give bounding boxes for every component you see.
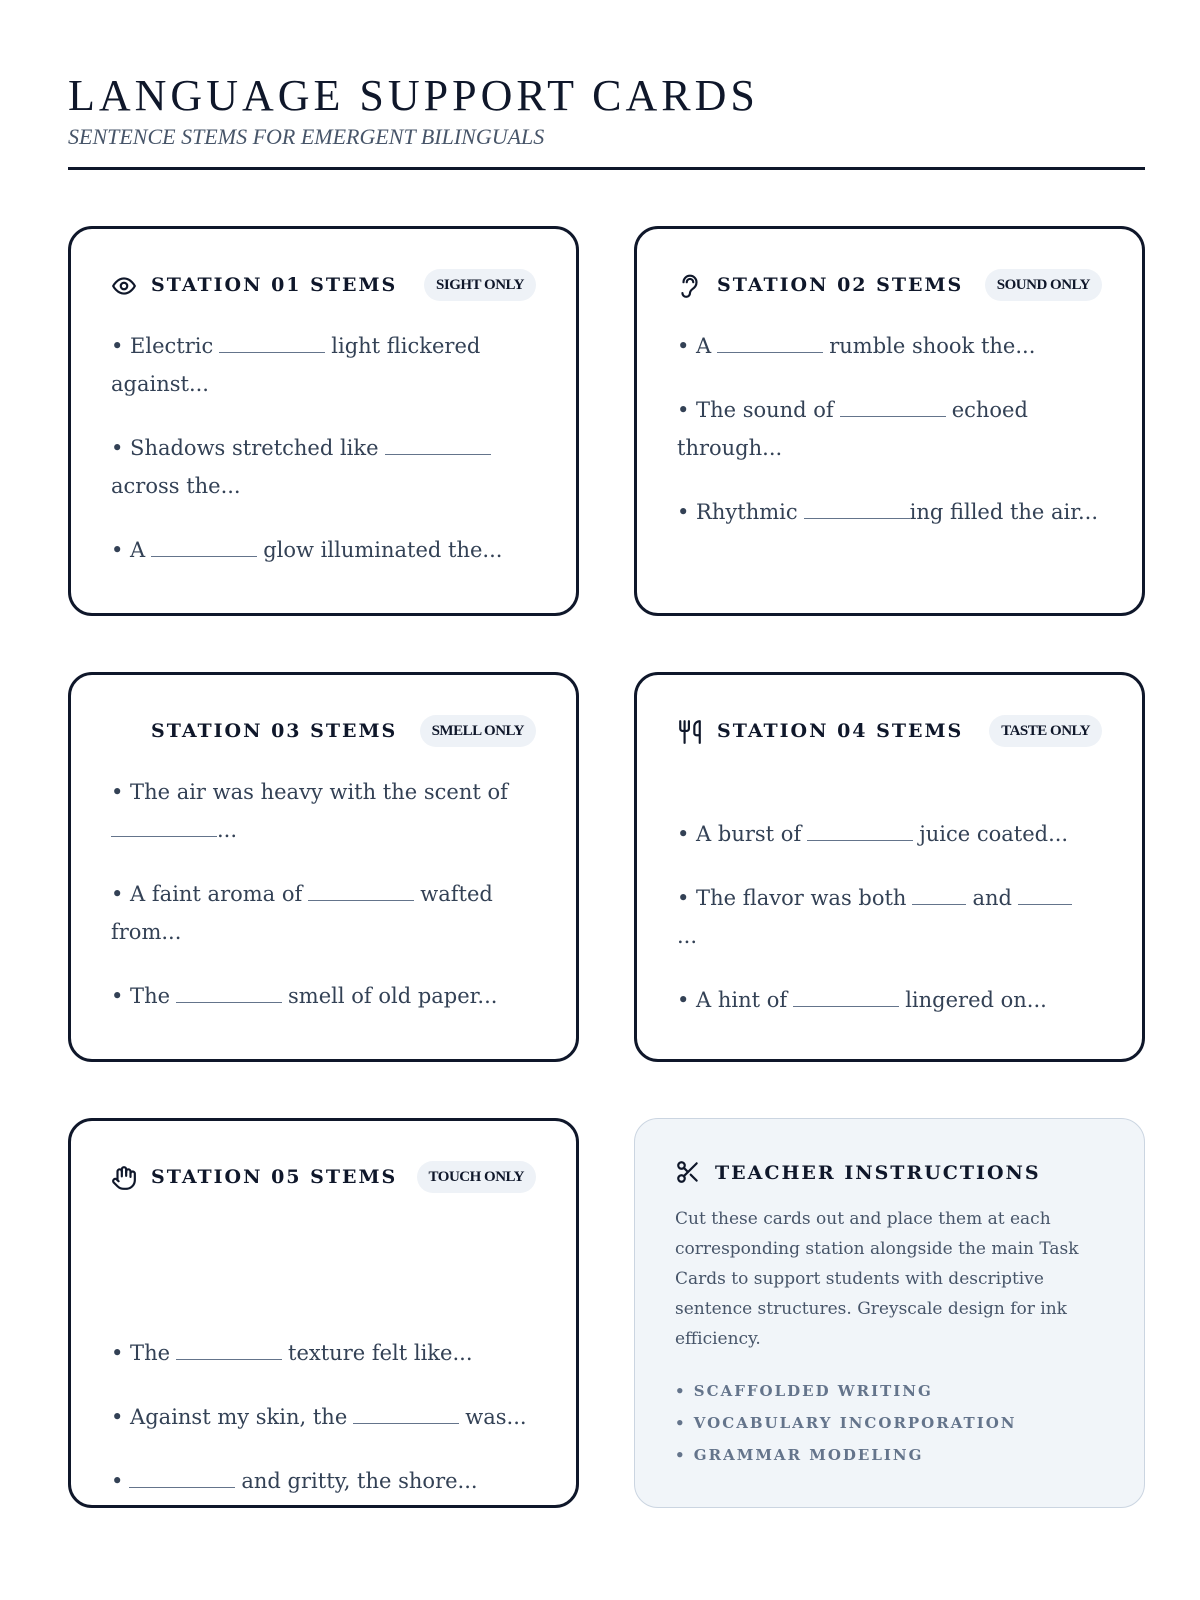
scissors-icon <box>675 1159 701 1185</box>
fill-in-blank[interactable] <box>308 899 414 901</box>
instructions-text: Cut these cards out and place them at each corresponding station alongside the main Task Cards to support students with descriptive sentence structures. Greyscale design for ink efficiency. <box>675 1209 1079 1349</box>
card-header <box>677 715 1102 747</box>
stem-list <box>111 1334 538 1526</box>
fill-in-blank[interactable] <box>111 835 217 837</box>
utensils-icon <box>677 719 703 745</box>
sense-badge: TASTE ONLY <box>989 715 1102 747</box>
stem-list <box>111 773 538 1041</box>
fill-in-blank[interactable] <box>1018 903 1072 905</box>
eye-icon <box>111 273 137 299</box>
sentence-stem: • A rumble shook the... <box>677 334 1036 358</box>
focus-item: • SCAFFOLDED WRITING <box>675 1382 933 1400</box>
sentence-stem: • A hint of lingered on... <box>677 988 1047 1012</box>
fill-in-blank[interactable] <box>912 903 966 905</box>
sentence-stem: • A faint aroma of wafted from... <box>111 882 493 944</box>
page-header <box>68 68 1145 170</box>
card-header <box>111 269 536 301</box>
sentence-stem: • and gritty, the shore... <box>111 1469 478 1493</box>
card-title: STATION 02 STEMS <box>717 274 964 296</box>
sense-badge: TOUCH ONLY <box>417 1161 536 1193</box>
card-title: STATION 03 STEMS <box>151 720 398 742</box>
card-title: TEACHER INSTRUCTIONS <box>715 1162 1041 1184</box>
fill-in-blank[interactable] <box>176 1001 282 1003</box>
ear-icon <box>677 273 703 299</box>
page-subtitle: SENTENCE STEMS FOR EMERGENT BILINGUALS <box>68 124 545 149</box>
focus-list <box>675 1375 1104 1471</box>
sense-badge: SOUND ONLY <box>985 269 1102 301</box>
focus-item: • GRAMMAR MODELING <box>675 1446 924 1464</box>
sentence-stem: • The texture felt like... <box>111 1341 473 1365</box>
card-title: STATION 04 STEMS <box>717 720 964 742</box>
sense-badge: SMELL ONLY <box>420 715 536 747</box>
stem-list <box>677 815 1104 1045</box>
card-header <box>677 269 1102 301</box>
station-01-card <box>68 226 579 616</box>
focus-item: • VOCABULARY INCORPORATION <box>675 1414 1017 1432</box>
sentence-stem: • Electric light flickered against... <box>111 334 481 396</box>
fill-in-blank[interactable] <box>385 453 491 455</box>
station-02-card <box>634 226 1145 616</box>
station-04-card <box>634 672 1145 1062</box>
sentence-stem: • Rhythmic ing filled the air... <box>677 500 1099 524</box>
card-title: STATION 01 STEMS <box>151 274 398 296</box>
card-header <box>111 1161 536 1193</box>
fill-in-blank[interactable] <box>793 1005 899 1007</box>
fill-in-blank[interactable] <box>219 351 325 353</box>
sentence-stem: • The flavor was both and ... <box>677 879 1104 955</box>
fill-in-blank[interactable] <box>151 555 257 557</box>
teacher-instructions-card <box>634 1118 1145 1508</box>
card-title: STATION 05 STEMS <box>151 1166 398 1188</box>
fill-in-blank[interactable] <box>176 1358 282 1360</box>
hand-icon <box>111 1165 137 1191</box>
sentence-stem: • A burst of juice coated... <box>677 822 1069 846</box>
sentence-stem: • The smell of old paper... <box>111 984 498 1008</box>
card-header <box>111 715 536 747</box>
sentence-stem: • Against my skin, the was... <box>111 1405 527 1429</box>
fill-in-blank[interactable] <box>840 415 946 417</box>
fill-in-blank[interactable] <box>717 351 823 353</box>
station-03-card <box>68 672 579 1062</box>
sense-badge: SIGHT ONLY <box>424 269 536 301</box>
station-05-card <box>68 1118 579 1508</box>
stem-list <box>677 327 1104 557</box>
sentence-stem: • Shadows stretched likeacross the... <box>111 429 538 505</box>
fill-in-blank[interactable] <box>807 839 913 841</box>
stem-list <box>111 327 538 595</box>
fill-in-blank[interactable] <box>804 517 910 519</box>
fill-in-blank[interactable] <box>129 1486 235 1488</box>
page-title: LANGUAGE SUPPORT CARDS <box>68 71 759 120</box>
sentence-stem: • The air was heavy with the scent of ... <box>111 780 508 842</box>
sentence-stem: • The sound of echoed through... <box>677 398 1028 460</box>
sentence-stem: • A glow illuminated the... <box>111 538 503 562</box>
fill-in-blank[interactable] <box>353 1422 459 1424</box>
